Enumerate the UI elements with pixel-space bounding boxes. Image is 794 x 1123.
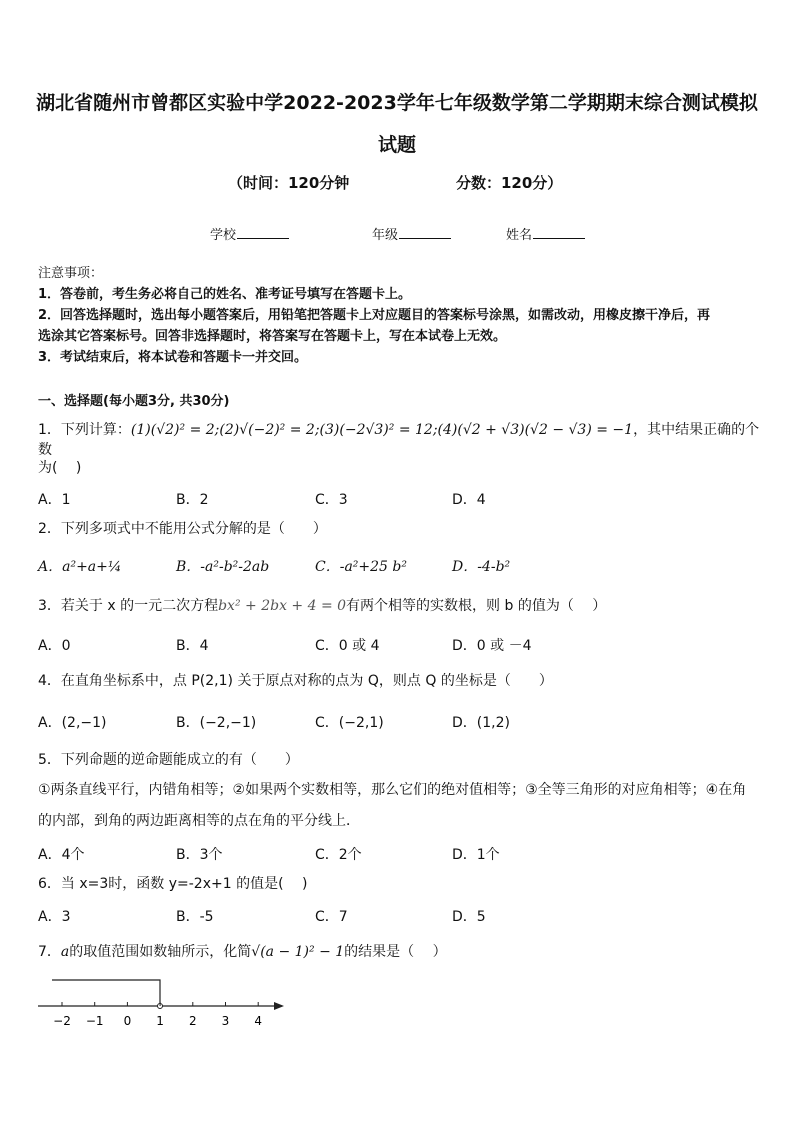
- notes-block: [38, 263, 758, 368]
- arrow-head-icon: [274, 1002, 284, 1010]
- question-1-stem-cont: 为( ): [38, 460, 82, 476]
- section-heading: 一、选择题(每小题3分, 共30分): [38, 394, 230, 409]
- question-4-stem: 4．在直角坐标系中，点 P(2,1) 关于原点对称的点为 Q，则点 Q 的坐标是（ ）: [38, 673, 553, 689]
- option-d[interactable]: D．-4-b²: [452, 559, 511, 575]
- tick-label: 4: [254, 1014, 263, 1028]
- option-b[interactable]: B．2: [176, 492, 209, 508]
- exam-score: 分数：120分）: [456, 174, 563, 192]
- tick-label: 3: [221, 1014, 230, 1028]
- grade-label: 年级: [372, 228, 399, 243]
- option-c[interactable]: C．7: [315, 909, 348, 925]
- name-field[interactable]: [506, 224, 585, 243]
- option-a[interactable]: A．3: [38, 909, 71, 925]
- q7-variable: a: [60, 944, 70, 960]
- option-d[interactable]: D．(1,2): [452, 715, 510, 731]
- number-line-figure: [38, 970, 298, 1030]
- option-a[interactable]: A．a²+a+¼: [38, 559, 122, 575]
- note-item: 1．答卷前，考生务必将自己的姓名、准考证号填写在答题卡上。: [38, 287, 412, 302]
- question-2-stem: 2．下列多项式中不能用公式分解的是（ ）: [38, 521, 327, 537]
- school-field[interactable]: [210, 224, 289, 243]
- notes-heading: 注意事项：: [38, 266, 104, 281]
- option-c[interactable]: C．2个: [315, 847, 362, 863]
- option-b[interactable]: B．(−2,−1): [176, 715, 257, 731]
- note-item: 选涂其它答案标号。回答非选择题时，将答案写在答题卡上，写在本试卷上无效。: [38, 329, 507, 344]
- exam-time: （时间：120分钟: [228, 174, 350, 192]
- range-bracket: [52, 980, 160, 1006]
- option-b[interactable]: B．4: [176, 638, 209, 654]
- question-7-stem: [38, 942, 760, 962]
- tick-label: −1: [85, 1014, 104, 1028]
- q7-number: 7．: [38, 944, 61, 960]
- option-d[interactable]: D．4: [452, 492, 486, 508]
- option-c[interactable]: C．-a²+25 b²: [315, 559, 407, 575]
- q1-text-tail: ，其中结果正确的个数: [38, 422, 760, 458]
- option-d[interactable]: D．0 或 －4: [452, 638, 532, 654]
- tick-label: 2: [188, 1014, 197, 1028]
- tick-label: 1: [156, 1014, 164, 1028]
- q7-text-tail: 的结果是（ ）: [344, 944, 447, 960]
- q7-formula: √(a − 1)² − 1: [251, 944, 345, 960]
- q3-text-tail: 有两个相等的实数根，则 b 的值为（ ）: [346, 598, 607, 614]
- grade-field[interactable]: [372, 224, 451, 243]
- tick-label: −2: [53, 1014, 71, 1028]
- document-title-line1: 湖北省随州市曾都区实验中学2022-2023学年七年级数学第二学期期末综合测试模拟: [36, 92, 758, 114]
- note-item: 2．回答选择题时，选出每小题答案后，用铅笔把答题卡上对应题目的答案标号涂黑，如需改动，用橡皮擦干净后，再: [38, 308, 711, 323]
- option-a[interactable]: A．(2,−1): [38, 715, 107, 731]
- q3-text: 3．若关于 x 的一元二次方程: [38, 598, 219, 614]
- option-b[interactable]: B．-a²-b²-2ab: [176, 559, 270, 575]
- question-1-stem: [38, 420, 760, 460]
- option-b[interactable]: B．3个: [176, 847, 223, 863]
- document-title-line2: 试题: [377, 134, 416, 156]
- option-c[interactable]: C．0 或 4: [315, 638, 380, 654]
- option-c[interactable]: C．(−2,1): [315, 715, 384, 731]
- question-3-stem: [38, 596, 760, 616]
- question-6-stem: 6．当 x=3时，函数 y=-2x+1 的值是( ): [38, 876, 308, 892]
- option-d[interactable]: D．1个: [452, 847, 500, 863]
- question-5-body-cont: 的内部，到角的两边距离相等的点在角的平分线上．: [38, 813, 360, 829]
- question-5-body: ①两条直线平行，内错角相等；②如果两个实数相等，那么它们的绝对值相等；③全等三角形的对应角相等；④在角: [38, 782, 747, 798]
- tick-label: 0: [123, 1014, 132, 1028]
- option-a[interactable]: A．1: [38, 492, 71, 508]
- q3-formula: bx² + 2bx + 4 = 0: [218, 598, 347, 614]
- school-label: 学校: [210, 228, 237, 243]
- q7-text: 的取值范围如数轴所示，化简: [69, 944, 252, 960]
- option-c[interactable]: C．3: [315, 492, 348, 508]
- question-5-stem: 5．下列命题的逆命题能成立的有（ ）: [38, 752, 299, 768]
- option-a[interactable]: A．4个: [38, 847, 85, 863]
- option-b[interactable]: B．-5: [176, 909, 214, 925]
- q1-text: 1．下列计算：: [38, 422, 131, 438]
- option-a[interactable]: A．0: [38, 638, 71, 654]
- name-label: 姓名: [506, 228, 533, 243]
- note-item: 3．考试结束后，将本试卷和答题卡一并交回。: [38, 350, 308, 365]
- option-d[interactable]: D．5: [452, 909, 486, 925]
- q1-formula: (1)(√2)² = 2;(2)√(−2)² = 2;(3)(−2√3)² = 12;(4)(√2 + √3)(√2 − √3) = −1: [130, 422, 634, 438]
